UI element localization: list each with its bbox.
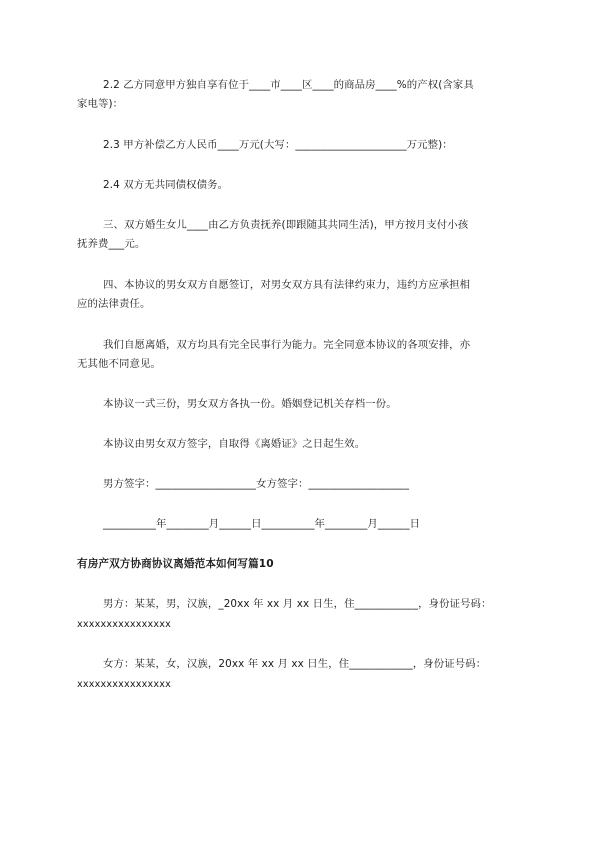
clause-3-line-2: 抚养费___元。: [77, 238, 146, 250]
clause-2-2-line-1: 2.2 乙方同意甲方独自享有位于____市____区____的商品房____%的产权(含家具: [103, 79, 474, 91]
male-id-number: xxxxxxxxxxxxxxxx: [77, 619, 172, 630]
clause-2-4-line-1: 2.4 双方无共同债权债务。: [103, 179, 229, 191]
effective-line-1: 本协议由男女双方签字，自取得《离婚证》之日起生效。: [103, 438, 366, 450]
statement-line-2: 无其他不同意见。: [77, 358, 161, 370]
clause-4-line-2: 应的法律责任。: [77, 298, 151, 310]
female-id-number: xxxxxxxxxxxxxxxx: [77, 679, 172, 690]
copies-line-1: 本协议一式三份，男女双方各执一份。婚姻登记机关存档一份。: [103, 398, 397, 410]
male-party-line-1: 男方：某某，男，汉族，_20xx 年 xx 月 xx 日生，住____________，身份证号码：: [103, 598, 492, 610]
clause-2-2-line-2: 家电等)：: [77, 98, 124, 110]
statement-line-1: 我们自愿离婚，双方均具有完全民事行为能力。完全同意本协议的各项安排，亦: [103, 339, 471, 351]
section-heading: 有房产双方协商协议离婚范本如何写篇10: [77, 558, 274, 570]
clause-4-line-1: 四、本协议的男女双方自愿签订，对男女双方具有法律约束力，违约方应承担相: [103, 279, 471, 291]
female-party-line-1: 女方：某某，女，汉族，20xx 年 xx 月 xx 日生，住____________，身份证号码：: [103, 658, 487, 670]
date-line: __________年________月______日__________年________月______日: [103, 518, 421, 530]
signature-line: 男方签字：___________________女方签字：___________________: [103, 478, 410, 490]
clause-2-3-line-1: 2.3 甲方补偿乙方人民币____万元(大写：_____________________万元整)：: [103, 139, 453, 151]
clause-3-line-1: 三、双方婚生女儿____由乙方负责抚养(即跟随其共同生活)，甲方按月支付小孩: [103, 219, 469, 231]
